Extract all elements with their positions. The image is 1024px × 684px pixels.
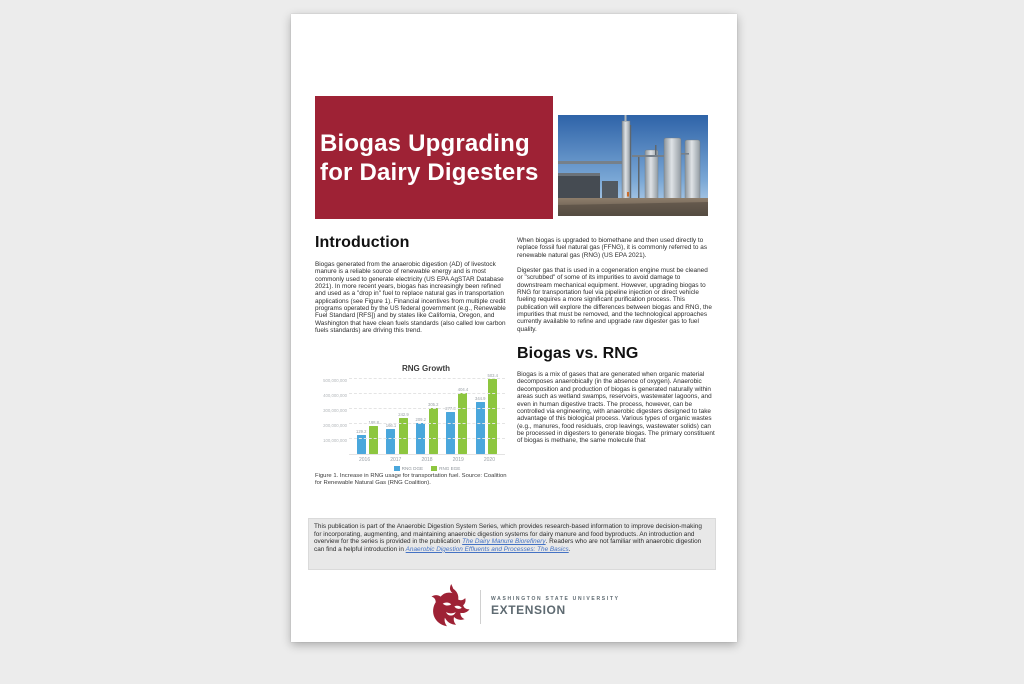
chart-groups <box>349 372 505 454</box>
bar-value-label: 242.9 <box>398 411 409 417</box>
bar-value-label: 404.4 <box>457 387 469 393</box>
right-column <box>517 234 715 445</box>
legend-item-rng-ege <box>431 466 460 471</box>
series-info-box <box>308 518 716 570</box>
series-text-3: . <box>568 545 571 553</box>
logo-divider <box>480 590 481 624</box>
bar-value-label: 166.1 <box>385 423 397 429</box>
legend-item-rng-dge <box>394 466 423 471</box>
legend-swatch <box>431 466 437 471</box>
scrubbing-paragraph: Digester gas that is used in a cogeneration engine must be cleaned or "scrubbed" of some of its impurities to avoid damage to downstream mechanical equipment. However, upgrading biogas to RNG for transportation fuel via pipeline injection or direct vehicle fueling requires a more significant purification process. This publication will explore the differences between biogas and RNG, the impurities that must be removed, and the technological approaches currently available to refine and upgrade raw digester gas to fuel quality. <box>517 267 712 333</box>
university-name: WASHINGTON STATE UNIVERSITY <box>491 595 620 602</box>
biogas-facility-photo <box>558 115 708 216</box>
bar <box>488 379 497 455</box>
intro-heading: Introduction <box>315 234 410 251</box>
y-tick-label: 100,000,000 <box>323 438 347 443</box>
x-tick-label: 2020 <box>483 457 495 463</box>
y-tick-label: 500,000,000 <box>323 378 347 383</box>
legend-swatch <box>394 466 400 471</box>
bar-value-label: 188.8 <box>368 419 379 425</box>
bar-value-label: 344.9 <box>475 396 486 402</box>
x-tick-label: 2016 <box>359 457 371 463</box>
publication-title <box>315 129 539 187</box>
bar-rng-ege-2016 <box>368 420 378 454</box>
bar-rng-ege-2020 <box>487 373 497 455</box>
gridline <box>349 393 505 394</box>
bar-group-2017 <box>386 412 409 454</box>
bar-rng-ege-2018 <box>428 402 438 454</box>
intro-body: Biogas generated from the anaerobic digestion (AD) of livestock manure is a reliable source of renewable energy and is most commonly used to generate electricity (US EPA AgSTAR Database 2021). In more recent years, biogas has increasingly been refined and used as a "drop in" fuel to replace natural gas in transportation applications (see Figure 1). Financial incentives from multiple credit programs operated by the US federal government (e.g., Renewable Fuel Standard [RFS]) and by states like California, Oregon, and Washington that have clean fuels standards (also called low carbon fuels standards) are driving this trend. <box>315 261 506 335</box>
bar-rng-dge-2019 <box>445 406 455 454</box>
document-page <box>291 14 737 642</box>
gridline <box>349 438 505 439</box>
title-line-1: Biogas Upgrading <box>320 129 530 157</box>
extension-wordmark: EXTENSION <box>491 603 566 618</box>
gridline <box>349 378 505 379</box>
wsu-extension-lockup <box>428 582 620 631</box>
bar <box>386 429 395 454</box>
bar <box>429 408 438 454</box>
x-tick-label: 2019 <box>452 457 464 463</box>
bar-group-2018 <box>416 402 439 454</box>
figure-caption: Figure 1. Increase in RNG usage for transportation fuel. Source: Coalition for Renewable Natural Gas (RNG Coalition). <box>315 473 507 487</box>
title-banner <box>315 96 553 219</box>
wsu-cougar-logo-icon <box>428 582 473 631</box>
x-tick-label: 2018 <box>421 457 433 463</box>
dairy-manure-biorefinery-link[interactable]: The Dairy Manure Biorefinery <box>462 538 546 546</box>
gridline <box>349 423 505 424</box>
legend-label: RNG DGE <box>401 466 424 471</box>
y-tick-label: 400,000,000 <box>323 393 347 398</box>
chart-body <box>315 372 507 455</box>
bar-group-2019 <box>445 387 468 454</box>
series-text-2: . Readers who are not familiar with anaerobic digestion can find a helpful introduction in <box>314 538 702 553</box>
bar-group-2020 <box>475 373 498 455</box>
legend-label: RNG EGE <box>439 466 461 471</box>
y-tick-label: 200,000,000 <box>323 423 347 428</box>
bar-value-label: 277.0 <box>445 406 456 412</box>
bar-rng-dge-2016 <box>356 429 366 454</box>
rng-growth-chart <box>315 364 507 471</box>
bar <box>369 426 378 454</box>
biogas-vs-rng-heading: Biogas vs. RNG <box>517 345 639 363</box>
rng-definition-paragraph: When biogas is upgraded to biomethane and then used directly to replace fossil fuel natural gas (FFNG), it is commonly referred to as renewable natural gas (RNG) (US EPA 2021). <box>517 237 708 259</box>
chart-plot <box>349 372 505 455</box>
bar-rng-ege-2019 <box>458 387 468 454</box>
left-column <box>315 234 507 334</box>
ad-effluents-basics-link[interactable]: Anaerobic Digestion Effluents and Processes: The Basics <box>405 545 569 553</box>
bar-value-label: 503.4 <box>487 372 498 378</box>
bar <box>476 402 485 454</box>
logo-wordmark <box>491 596 620 618</box>
bar-rng-dge-2020 <box>475 396 485 454</box>
bar-value-label: 305.2 <box>427 402 439 408</box>
series-text-1: This publication is part of the Anaerobic Digestion System Series, which provides research-based information to improve decision-making for incorporating, augmenting, and maintaining anaerobic digestion systems for dairy manure and food byproducts. An introduction and overview for the series is provided in the publication <box>314 523 702 546</box>
y-tick-label: 300,000,000 <box>323 408 347 413</box>
biogas-description-paragraph: Biogas is a mix of gases that are generated when organic material decomposes anaerobically (in the absence of oxygen). Anaerobic decomposition and production of biogas is generated naturally within areas such as wetland swamps, reservoirs, wastewater lagoons, and even in human digestive tracts. The process, however, can be controlled via engineering, with anaerobic digesters designed to take advantage of this biological process. Various types of organic wastes (e.g., manures, food residuals, crop leavings, wastewater solids) can be processed in digesters to generate biogas. The primary constituent of biogas is methane, the same molecule that <box>517 371 715 445</box>
chart-title: RNG Growth <box>402 364 450 373</box>
x-tick-label: 2017 <box>390 457 402 463</box>
title-line-2: for Dairy Digesters <box>320 158 539 186</box>
facility-photo-art <box>558 115 708 216</box>
chart-legend <box>349 466 505 471</box>
chart-x-axis <box>349 457 505 463</box>
bar <box>446 412 455 454</box>
bar-value-label: 209.2 <box>415 416 426 422</box>
bar-value-label: 129.2 <box>356 428 367 434</box>
chart-y-axis <box>315 377 349 455</box>
bar-rng-ege-2017 <box>398 412 408 454</box>
bar-group-2016 <box>356 420 379 454</box>
